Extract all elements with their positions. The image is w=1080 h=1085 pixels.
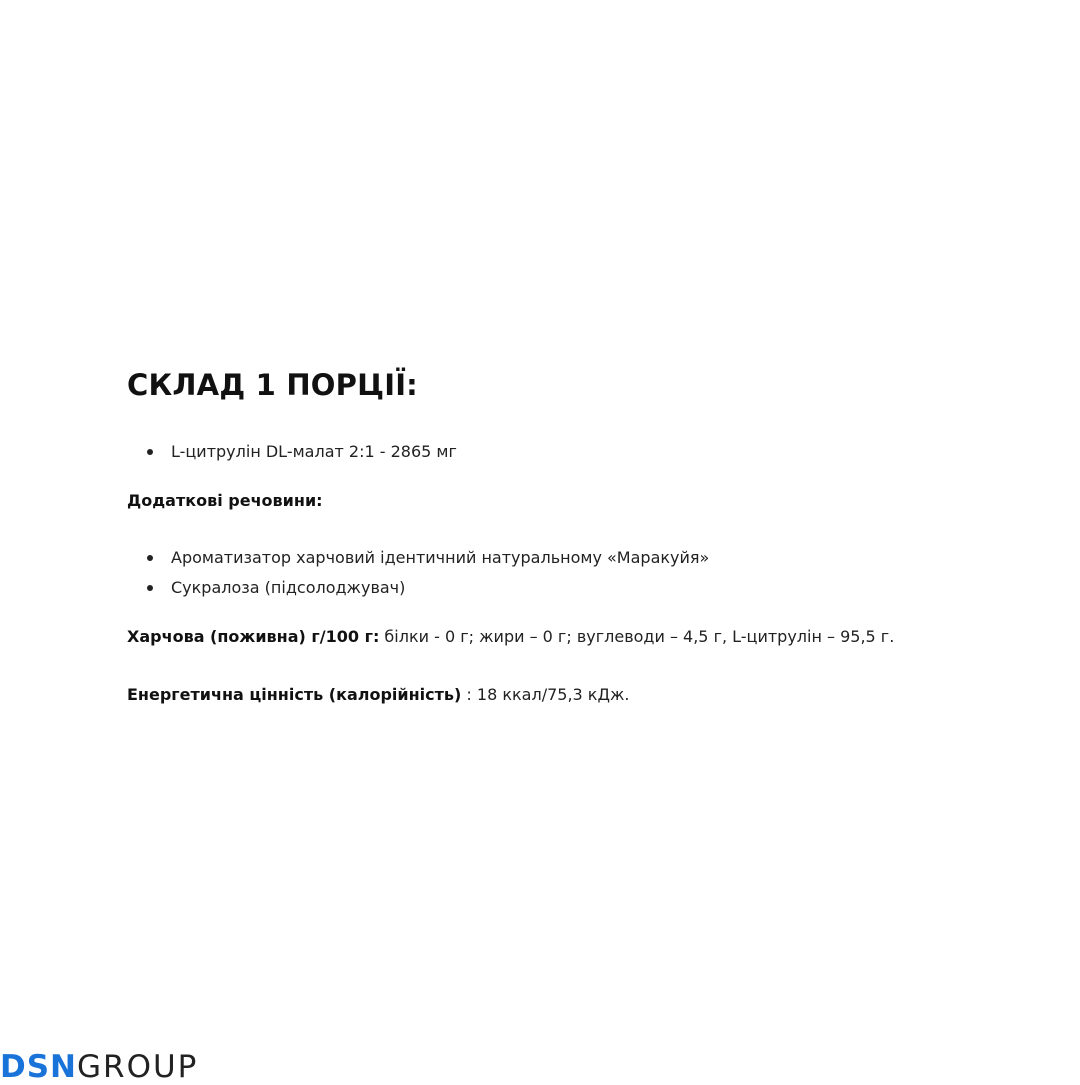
nutrition-facts bbox=[127, 622, 1027, 652]
bullet-icon bbox=[147, 555, 153, 561]
list-item-text: Сукралоза (підсолоджувач) bbox=[171, 578, 406, 597]
section-heading: СКЛАД 1 ПОРЦІЇ: bbox=[127, 368, 418, 402]
nutrition-label: Харчова (поживна) г/100 г: bbox=[127, 627, 380, 646]
dsn-group-logo bbox=[0, 1050, 198, 1084]
list-item-text: Ароматизатор харчовий ідентичний натуральному «Маракуйя» bbox=[171, 548, 710, 567]
energy-value: : 18 ккал/75,3 кДж. bbox=[461, 685, 630, 704]
bullet-icon bbox=[147, 585, 153, 591]
main-ingredients-list bbox=[127, 437, 1027, 467]
additional-substances-list bbox=[127, 543, 1027, 603]
additional-substances-label bbox=[127, 486, 1027, 516]
composition-section bbox=[127, 360, 1027, 710]
energy-label: Енергетична цінність (калорійність) bbox=[127, 685, 462, 704]
logo-dsn-text: DSN bbox=[0, 1049, 78, 1085]
energy-value-line bbox=[127, 680, 1027, 710]
list-item bbox=[147, 437, 1027, 467]
list-item bbox=[147, 543, 1027, 573]
list-item bbox=[147, 573, 1027, 603]
list-item-text: L-цитрулін DL-малат 2:1 - 2865 мг bbox=[171, 442, 457, 461]
logo-group-text: GROUP bbox=[77, 1049, 199, 1085]
bullet-icon bbox=[147, 449, 153, 455]
nutrition-value: білки - 0 г; жири – 0 г; вуглеводи – 4,5 г, L-цитрулін – 95,5 г. bbox=[379, 627, 895, 646]
additional-label-text: Додаткові речовини: bbox=[127, 491, 323, 510]
